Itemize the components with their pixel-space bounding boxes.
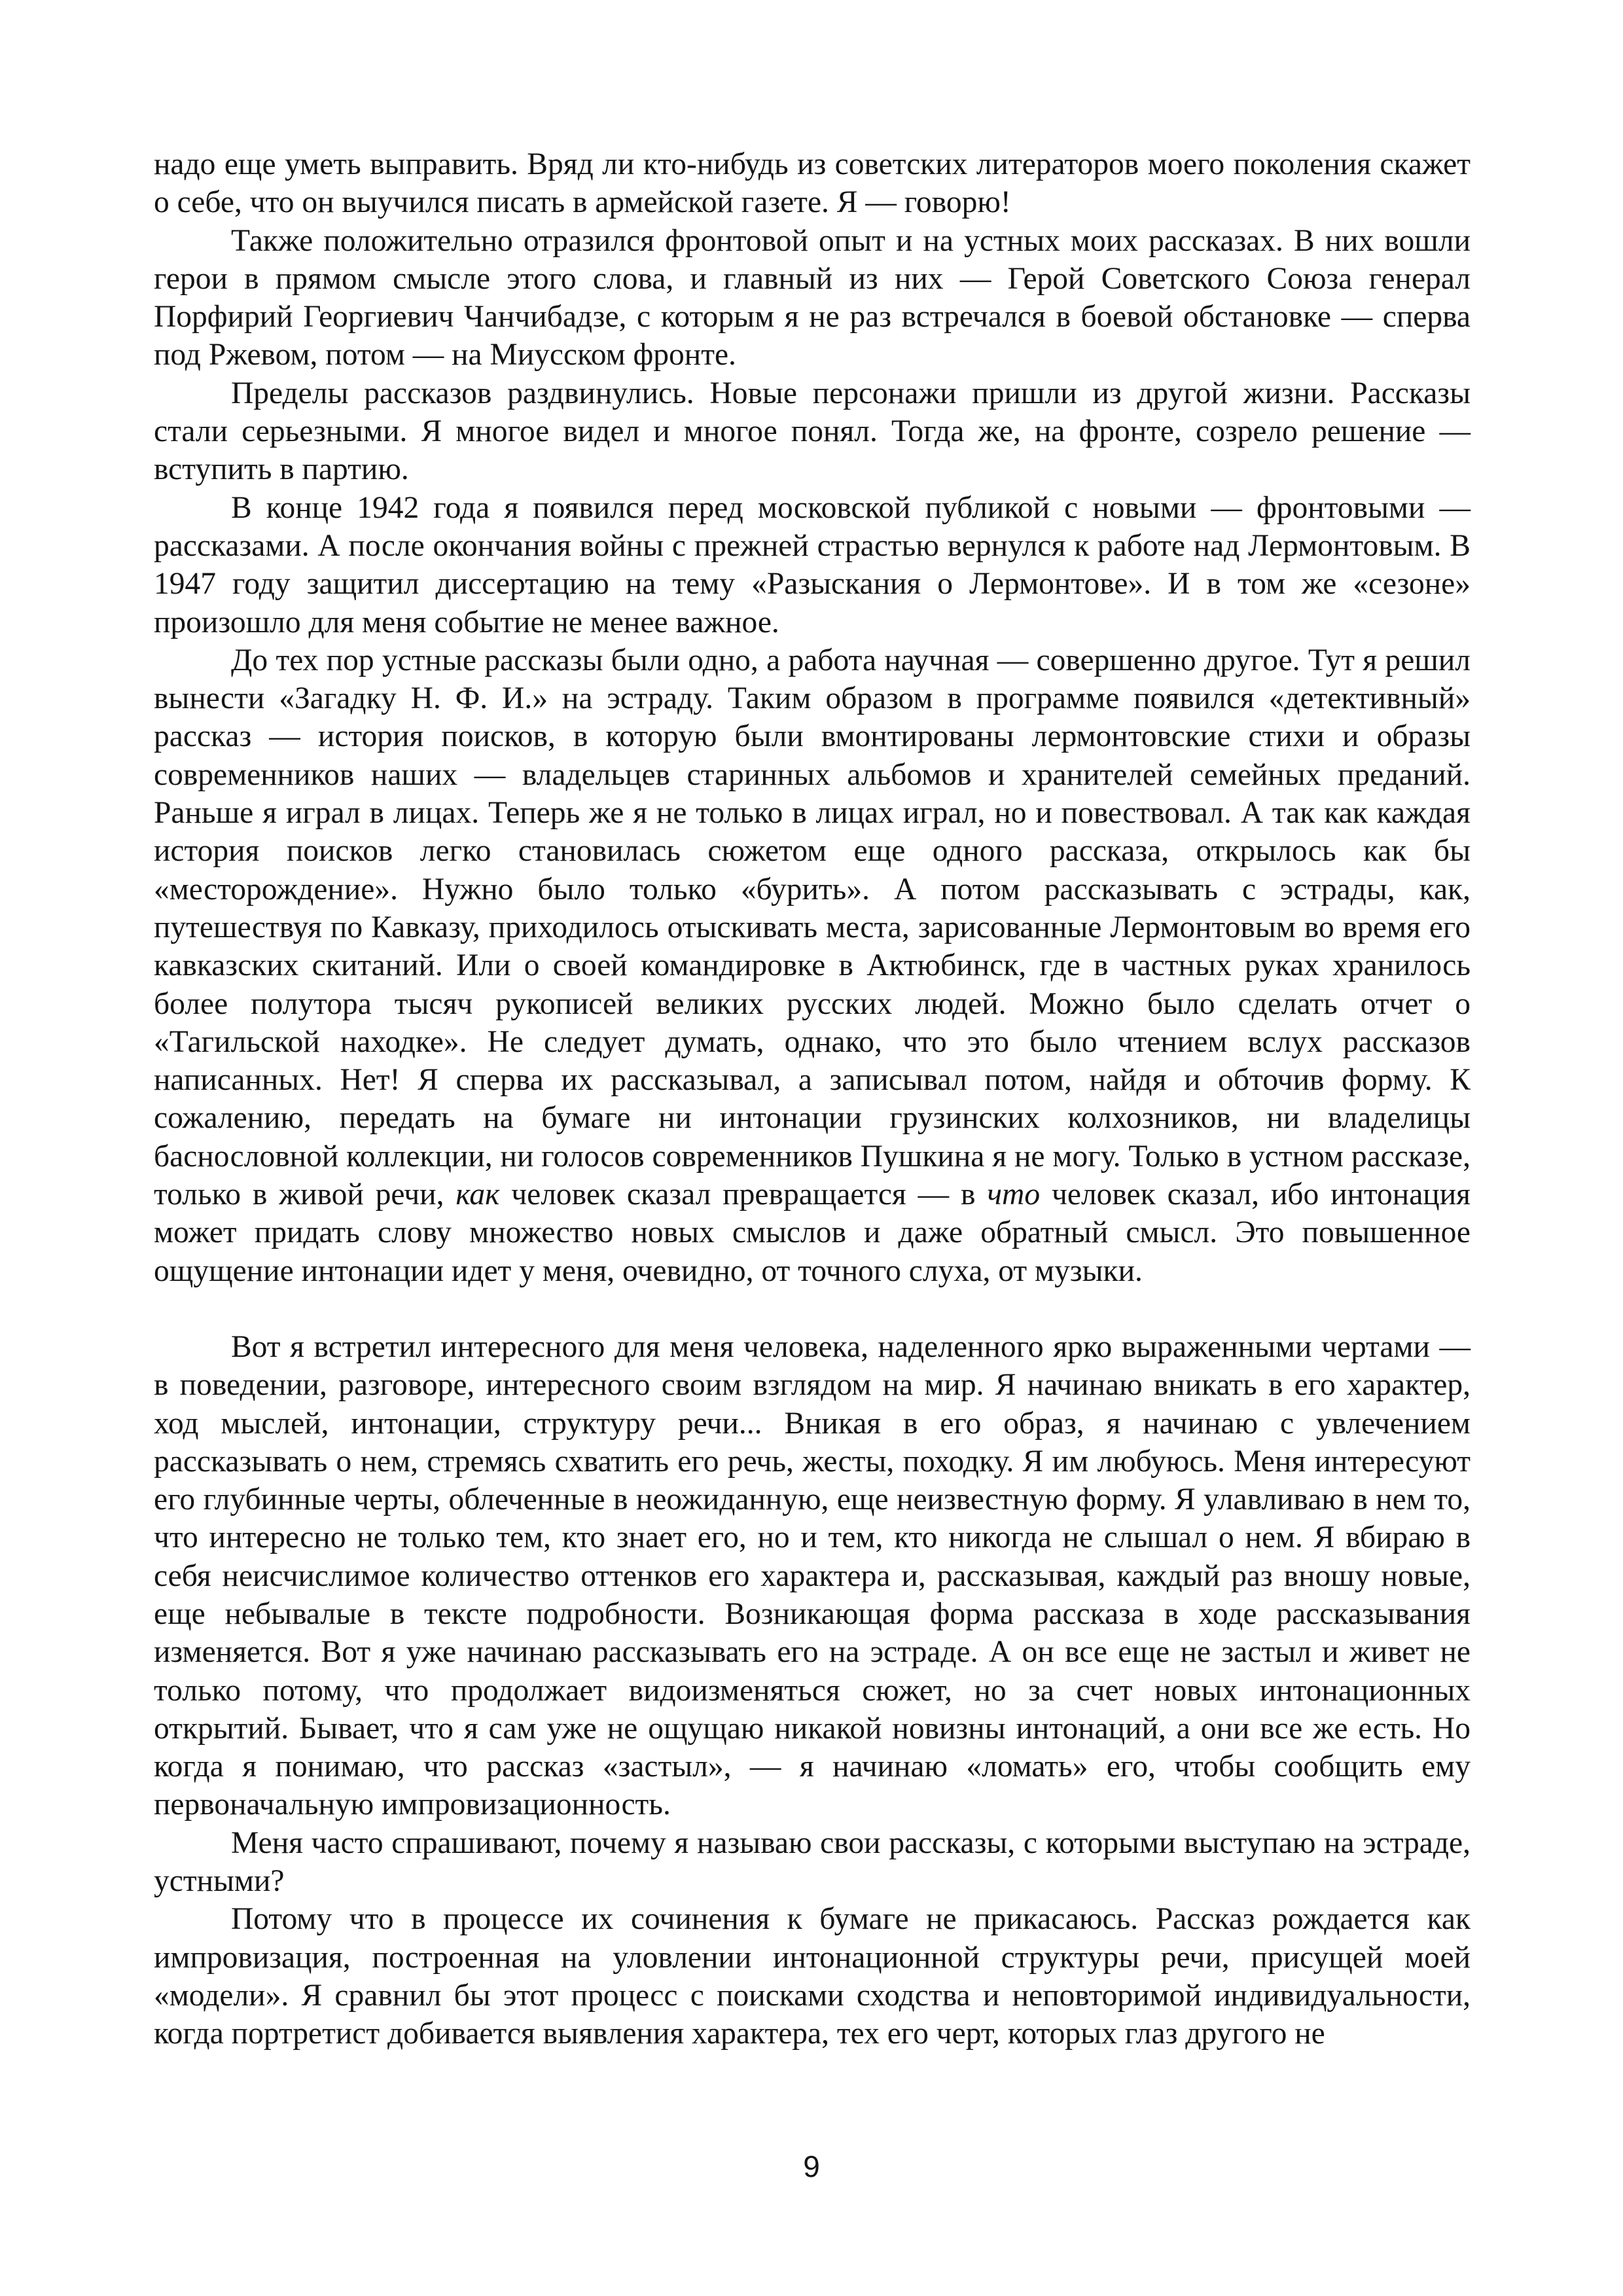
paragraph-interesting-person: Вот я встретил интересного для меня человека, наделенного ярко выраженными чертами — в поведении, разговоре, интересного своим взглядом на мир. Я начинаю вникать в его характер, ход мыслей, интонации, структуру речи... Вникая в его образ, я начинаю с увлечением рассказывать о нем, стремясь схватить его речь, жесты, походку. Я им любуюсь. Меня интересуют его глубинные черты, облеченные в неожиданную, еще неизвестную форму. Я улавливаю в нем то, что интересно не только тем, кто знает его, но и тем, кто никогда не слышал о нем. Я вбираю в себя неисчислимое количество оттенков его характера и, рассказывая, каждый раз вношу новые, еще небывалые в тексте подробности. Возникающая форма рассказа в ходе рассказывания изменяется. Вот я уже начинаю рассказывать его на эстраде. А он все еще не застыл и живет не только потому, что продолжает видоизменяться сюжет, но за счет новых интонационных открытий. Бывает, что я сам уже не ощущаю никакой новизны интонаций, а они все же есть. Но когда я понимаю, что рассказ «застыл», — я начинаю «ломать» его, чтобы сообщить ему первоначальную импровизационность. [154, 1329, 1471, 1822]
text-run: человек сказал превращается — в [499, 1177, 988, 1212]
paragraph-stage-stories [154, 641, 1471, 1290]
paragraph-continuation: надо еще уметь выправить. Вряд ли кто-нибудь из советских литераторов моего поколения скажет о себе, что он выучился писать в армейской газете. Я — говорю! [154, 147, 1471, 220]
text-run: До тех пор устные рассказы были одно, а работа научная — совершенно другое. Тут я решил вынести «Загадку Н. Ф. И.» на эстраду. Таким образом в программе появился «детективный» рассказ — история поисков, в которую были вмонтированы лермонтовские стихи и образы современников наших — владельцев старинных альбомов и хранителей семейных преданий. Раньше я играл в лицах. Теперь же я не только в лицах играл, но и повествовал. А так как каждая история поисков легко становилась сюжетом еще одного рассказа, открылось как бы «месторождение». Нужно было только «бурить». А потом рассказывать с эстрады, как, путешествуя по Кавказу, приходилось отыскивать места, зарисованные Лермонтовым во время его кавказских скитаний. Или о своей командировке в Актюбинск, где в частных руках хранилось более полутора тысяч рукописей великих русских людей. Можно было сделать отчет о «Тагильской находке». Не следует думать, однако, что это было чтением вслух рассказов написанных. Нет! Я сперва их рассказывал, а записывал потом, найдя и обточив форму. К сожалению, передать на бумаге ни интонации грузинских колхозников, ни владелицы баснословной коллекции, ни голосов современников Пушкина я не могу. Только в устном рассказе, только в живой речи, [154, 643, 1471, 1212]
paragraph-front-experience: Также положительно отразился фронтовой опыт и на устных моих рассказах. В них вошли герои в прямом смысле этого слова, и главный из них — Герой Советского Союза генерал Порфирий Георгиевич Чанчибадзе, с которым я не раз встречался в боевой обстановке — сперва под Ржевом, потом — на Миусском фронте. [154, 223, 1471, 372]
paragraph-1942: В конце 1942 года я появился перед московской публикой с новыми — фронтовыми — рассказами. А после окончания войны с прежней страстью вернулся к работе над Лермонтовым. В 1947 году защитил диссертацию на тему «Разыскания о Лермонтове». И в том же «сезоне» произошло для меня событие не менее важное. [154, 490, 1471, 639]
page-number: 9 [803, 2149, 820, 2183]
italic-word: что [987, 1177, 1041, 1212]
text-run: человек сказал, ибо интонация может придать слову множество новых смыслов и даже обратный смысл. Это повышенное ощущение интонации идет у меня, очевидно, от точного слуха, от музыки. [154, 1177, 1471, 1288]
paragraph-question: Меня часто спрашивают, почему я называю свои рассказы, с которыми выступаю на эстраде, устными? [154, 1825, 1471, 1899]
paragraph-story-limits: Пределы рассказов раздвинулись. Новые персонажи пришли из другой жизни. Рассказы стали серьезными. Я многое видел и многое понял. Тогда же, на фронте, созрело решение — вступить в партию. [154, 376, 1471, 487]
italic-word: как [455, 1177, 500, 1212]
paragraph-answer: Потому что в процессе их сочинения к бумаге не прикасаюсь. Рассказ рождается как импровизация, построенная на уловлении интонационной структуры речи, присущей моей «модели». Я сравнил бы этот процесс с поисками сходства и неповторимой индивидуальности, когда портретист добивается выявления характера, тех его черт, которых глаз другого не [154, 1902, 1471, 2051]
page-body [154, 145, 1471, 2053]
section-break [154, 1290, 1471, 1328]
